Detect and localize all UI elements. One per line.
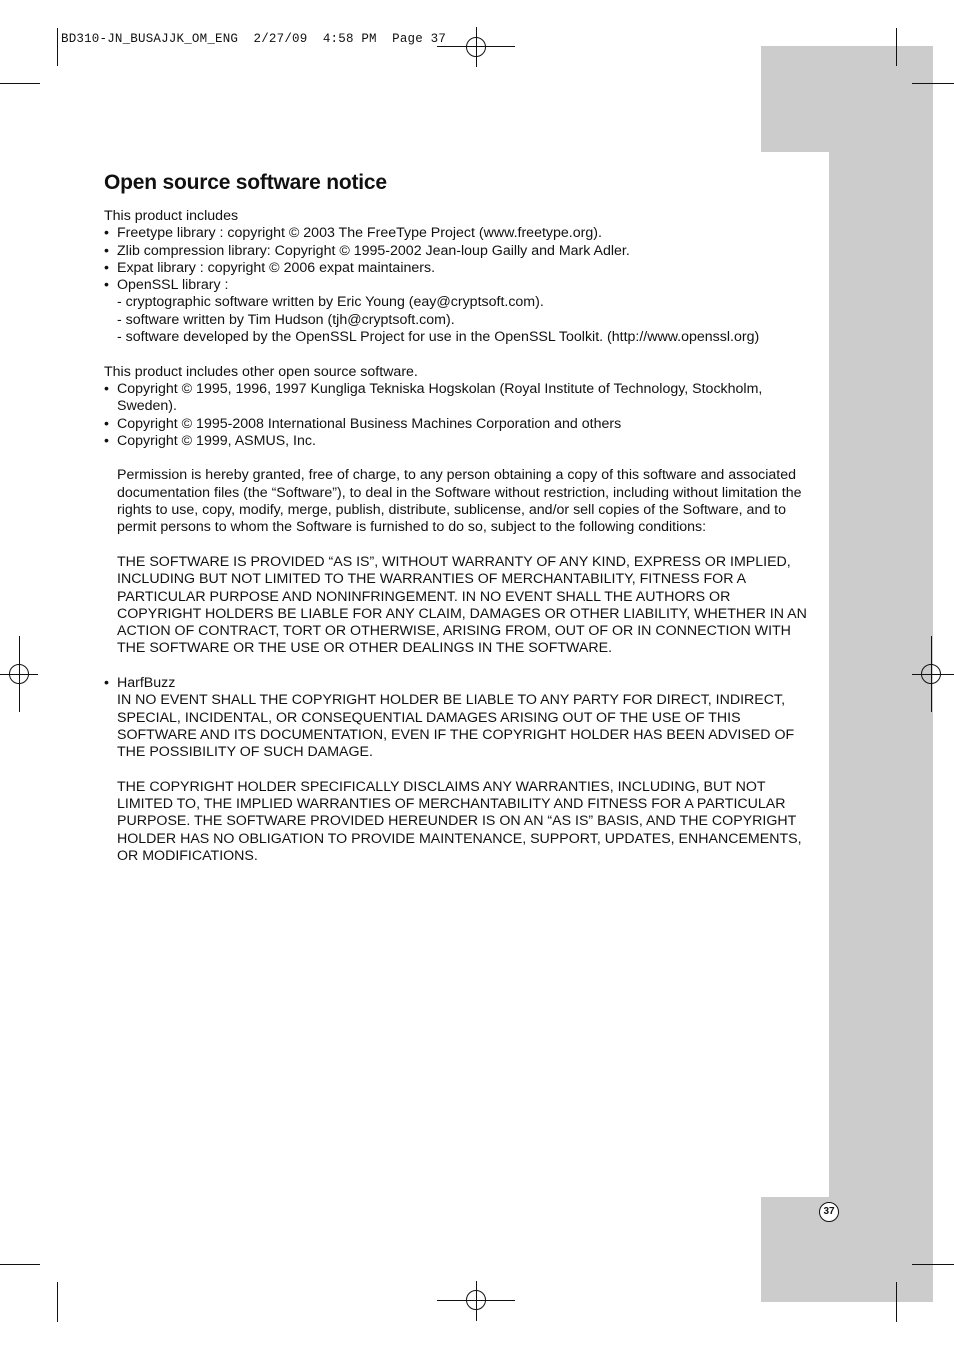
- list-item: • OpenSSL library :: [104, 277, 809, 294]
- warranty-paragraph: THE SOFTWARE IS PROVIDED “AS IS”, WITHOUT WARRANTY OF ANY KIND, EXPRESS OR IMPLIED, INCLUDING BUT NOT LIMITED TO THE WARRANTIES OF MERCHANTABILITY, FITNESS FOR A PARTICULAR PURPOSE AND NONINFRINGEMENT. IN NO EVENT SHALL THE AUTHORS OR COPYRIGHT HOLDERS BE LIABLE FOR ANY CLAIM, DAMAGES OR OTHER LIABILITY, WHETHER IN AN ACTION OF CONTRACT, TORT OR OTHERWISE, ARISING FROM, OUT OF OR IN CONNECTION WITH THE SOFTWARE OR THE USE OR OTHER DEALINGS IN THE SOFTWARE.: [117, 553, 807, 657]
- list-item: • Copyright © 1995-2008 International Business Machines Corporation and others: [104, 416, 809, 433]
- list-item: • Freetype library : copyright © 2003 The FreeType Project (www.freetype.org).: [104, 225, 809, 242]
- openssl-item: - software written by Tim Hudson (tjh@cryptsoft.com).: [117, 311, 455, 328]
- list-item: • Expat library : copyright © 2006 expat maintainers.: [104, 260, 809, 277]
- crop-mark: [57, 28, 58, 66]
- list-item: • Zlib compression library: Copyright © 1995-2002 Jean-loup Gailly and Mark Adler.: [104, 243, 809, 260]
- other-software-intro: This product includes other open source software.: [104, 363, 418, 380]
- page-title: Open source software notice: [104, 171, 387, 194]
- list-item: • Copyright © 1995, 1996, 1997 Kungliga Tekniska Hogskolan (Royal Institute of Technology, Stockholm, Sweden).: [104, 381, 809, 416]
- crop-mark: [0, 83, 40, 84]
- crop-mark: [0, 1264, 40, 1265]
- openssl-item: - cryptographic software written by Eric Young (eay@cryptsoft.com).: [117, 294, 544, 311]
- side-tab-lower: [761, 1197, 933, 1302]
- crop-mark: [896, 28, 897, 66]
- harfbuzz-liability-paragraph: IN NO EVENT SHALL THE COPYRIGHT HOLDER BE LIABLE TO ANY PARTY FOR DIRECT, INDIRECT, SPECIAL, INCIDENTAL, OR CONSEQUENTIAL DAMAGES ARISING OUT OF THE USE OF THIS SOFTWARE AND ITS DOCUMENTATION, EVEN IF THE COPYRIGHT HOLDER HAS BEEN ADVISED OF THE POSSIBILITY OF SUCH DAMAGE.: [117, 692, 795, 761]
- notice-body: [104, 208, 809, 865]
- list-item: • Copyright © 1999, ASMUS, Inc.: [104, 433, 809, 450]
- crop-mark: [57, 1282, 58, 1322]
- crop-mark: [912, 1264, 954, 1265]
- page-number-badge: 37: [819, 1202, 839, 1222]
- crop-mark: [912, 83, 954, 84]
- intro-text: This product includes: [104, 208, 239, 224]
- harfbuzz-disclaimer-paragraph: THE COPYRIGHT HOLDER SPECIFICALLY DISCLAIMS ANY WARRANTIES, INCLUDING, BUT NOT LIMITED TO, THE IMPLIED WARRANTIES OF MERCHANTABILITY AND FITNESS FOR A PARTICULAR PURPOSE. THE SOFTWARE PROVIDED HEREUNDER IS ON AN “AS IS” BASIS, AND THE COPYRIGHT HOLDER HAS NO OBLIGATION TO PROVIDE MAINTENANCE, SUPPORT, UPDATES, ENHANCEMENTS, OR MODIFICATIONS.: [117, 778, 802, 864]
- openssl-item: - software developed by the OpenSSL Project for use in the OpenSSL Toolkit. (http://www.openssl.org): [117, 329, 760, 346]
- crop-mark: [896, 1282, 897, 1322]
- harfbuzz-label: • HarfBuzz: [104, 675, 809, 692]
- print-slug: BD310-JN_BUSAJJK_OM_ENG 2/27/09 4:58 PM Page 37: [61, 32, 447, 46]
- permission-paragraph: Permission is hereby granted, free of charge, to any person obtaining a copy of this software and associated documentation files (the “Software”), to deal in the Software without restriction, including without limitation the rights to use, copy, modify, merge, publish, distribute, sublicense, and/or sell copies of the Software, and to permit persons to whom the Software is furnished to do so, subject to the following conditions:: [117, 467, 802, 536]
